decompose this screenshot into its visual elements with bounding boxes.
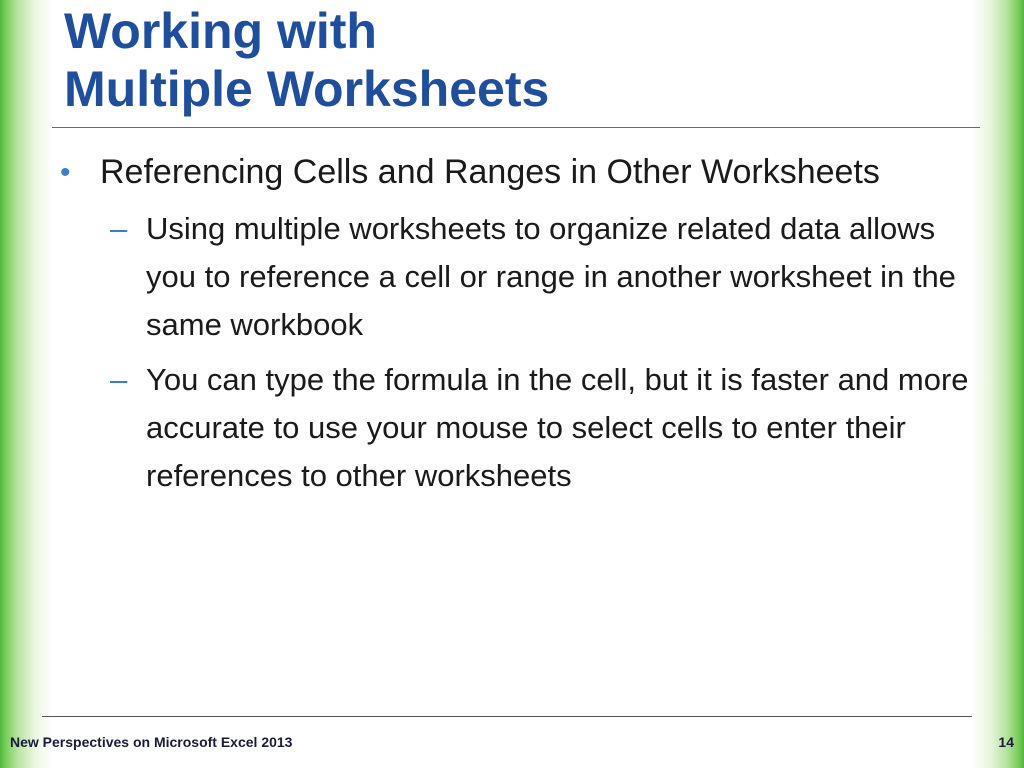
dash-icon: – <box>110 211 128 246</box>
subbullet-type-formula <box>60 356 970 500</box>
slide-title-line-2: Multiple Worksheets <box>64 61 550 117</box>
bullet-text: Referencing Cells and Ranges in Other Worksheets <box>100 153 880 191</box>
slide-body <box>60 146 970 507</box>
dash-icon: – <box>110 362 128 397</box>
subbullet-text: You can type the formula in the cell, but it is faster and more accurate to use your mouse to select cells to enter their references to other worksheets <box>146 362 969 493</box>
slide-title-line-1: Working with <box>64 3 377 59</box>
subbullet-multiple-worksheets <box>60 205 970 349</box>
subbullet-text: Using multiple worksheets to organize related data allows you to reference a cell or range in another worksheet in the same workbook <box>146 211 956 342</box>
bullet-dot-icon: • <box>60 156 71 189</box>
title-divider <box>52 127 980 128</box>
left-green-bar <box>0 0 52 768</box>
footer-divider <box>42 716 972 717</box>
right-green-bar <box>972 0 1024 768</box>
footer-text: New Perspectives on Microsoft Excel 2013 <box>10 734 293 750</box>
bullet-referencing-cells <box>60 146 970 199</box>
slide-title <box>64 2 549 118</box>
page-number: 14 <box>998 734 1014 750</box>
